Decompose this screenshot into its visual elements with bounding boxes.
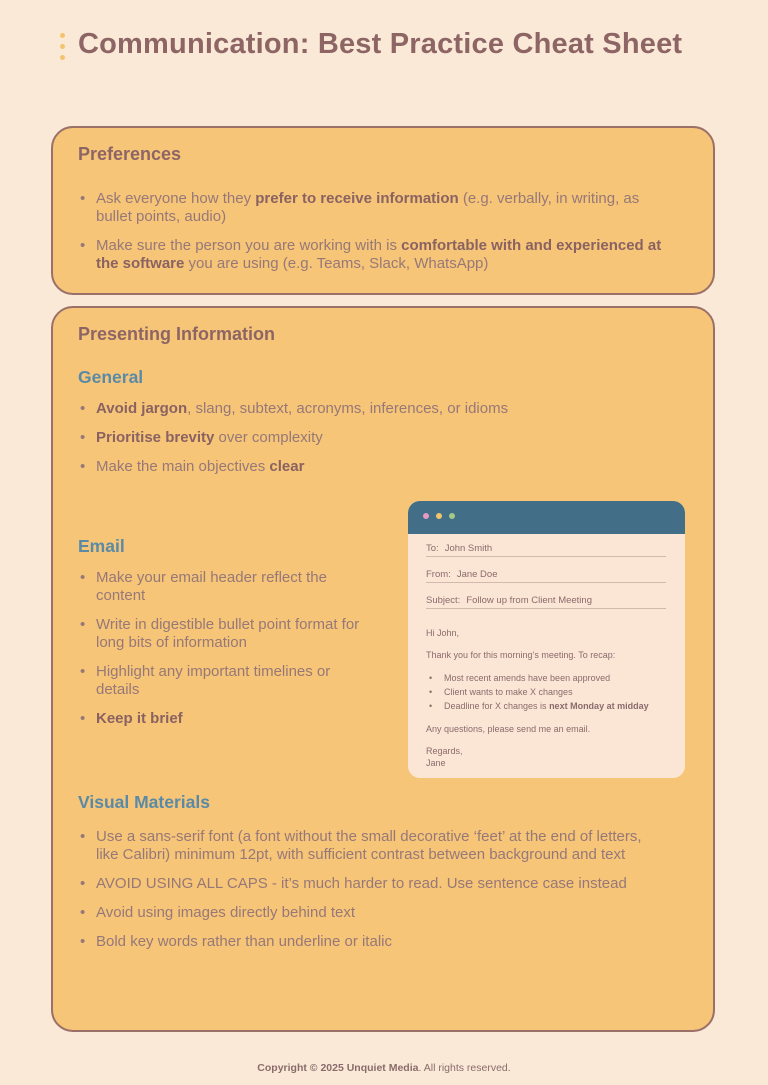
title-decoration: [60, 33, 66, 66]
list-item: • Avoid using images directly behind text: [78, 904, 653, 922]
list-item: • Write in digestible bullet point format for long bits of information: [78, 616, 368, 652]
email-subject-field: [426, 595, 666, 609]
subject-label: Subject:: [426, 595, 461, 606]
to-value: John Smith: [444, 543, 493, 554]
list-item: • Client wants to make X changes: [426, 685, 676, 699]
email-to-field: [426, 543, 666, 557]
email-mockup: [408, 501, 685, 778]
copyright-footer: [0, 1062, 768, 1074]
copyright-owner: Copyright © 2025 Unquiet Media: [257, 1062, 419, 1074]
list-item: • Bold key words rather than underline or italic: [78, 933, 653, 951]
email-greeting: Hi John,: [426, 628, 460, 638]
general-heading: General: [78, 367, 144, 387]
list-item: • AVOID USING ALL CAPS - it’s much harder to read. Use sentence case instead: [78, 875, 653, 893]
subject-value: Follow up from Client Meeting: [466, 595, 592, 606]
email-list: [78, 569, 368, 739]
preferences-list: [78, 190, 678, 284]
preferences-card: [51, 126, 715, 295]
from-label: From:: [426, 569, 451, 580]
list-item: • Make your email header reflect the content: [78, 569, 368, 605]
email-heading: Email: [78, 536, 125, 556]
general-list: [78, 400, 678, 487]
list-item: • Most recent amends have been approved: [426, 671, 676, 685]
email-points: [426, 671, 676, 713]
window-dot-yellow: [436, 513, 442, 519]
to-label: To:: [426, 543, 439, 554]
email-intro: Thank you for this morning’s meeting. To recap:: [426, 650, 616, 660]
list-item: • Highlight any important timelines or details: [78, 663, 368, 699]
visual-list: [78, 828, 653, 962]
email-from-field: [426, 569, 666, 583]
copyright-rest: . All rights reserved.: [418, 1062, 511, 1074]
list-item: • Deadline for X changes is next Monday at midday: [426, 699, 676, 713]
email-closing: Any questions, please send me an email.: [426, 724, 591, 734]
presenting-card: [51, 306, 715, 1032]
list-item: • Avoid jargon, slang, subtext, acronyms, inferences, or idioms: [78, 400, 678, 418]
window-dot-green: [449, 513, 455, 519]
preferences-title: Preferences: [78, 144, 182, 164]
list-item: • Prioritise brevity over complexity: [78, 429, 678, 447]
email-window-bar: [408, 501, 685, 534]
list-item: • Keep it brief: [78, 710, 368, 728]
page-title: Communication: Best Practice Cheat Sheet: [78, 28, 683, 60]
list-item: • Make the main objectives clear: [78, 458, 678, 476]
list-item: • Use a sans-serif font (a font without the small decorative ‘feet’ at the end of letters, like Calibri) minimum 12pt, with sufficient contrast between background and text: [78, 828, 653, 864]
list-item: • Ask everyone how they prefer to receive information (e.g. verbally, in writing, as bullet points, audio): [78, 190, 678, 226]
email-signoff: Regards, Jane: [426, 746, 463, 768]
list-item: • Make sure the person you are working with is comfortable with and experienced at the software you are using (e.g. Teams, Slack, WhatsApp): [78, 237, 678, 273]
email-body: [426, 627, 676, 769]
from-value: Jane Doe: [456, 569, 498, 580]
presenting-title: Presenting Information: [78, 324, 276, 344]
window-dot-pink: [423, 513, 429, 519]
visual-heading: Visual Materials: [78, 792, 210, 812]
